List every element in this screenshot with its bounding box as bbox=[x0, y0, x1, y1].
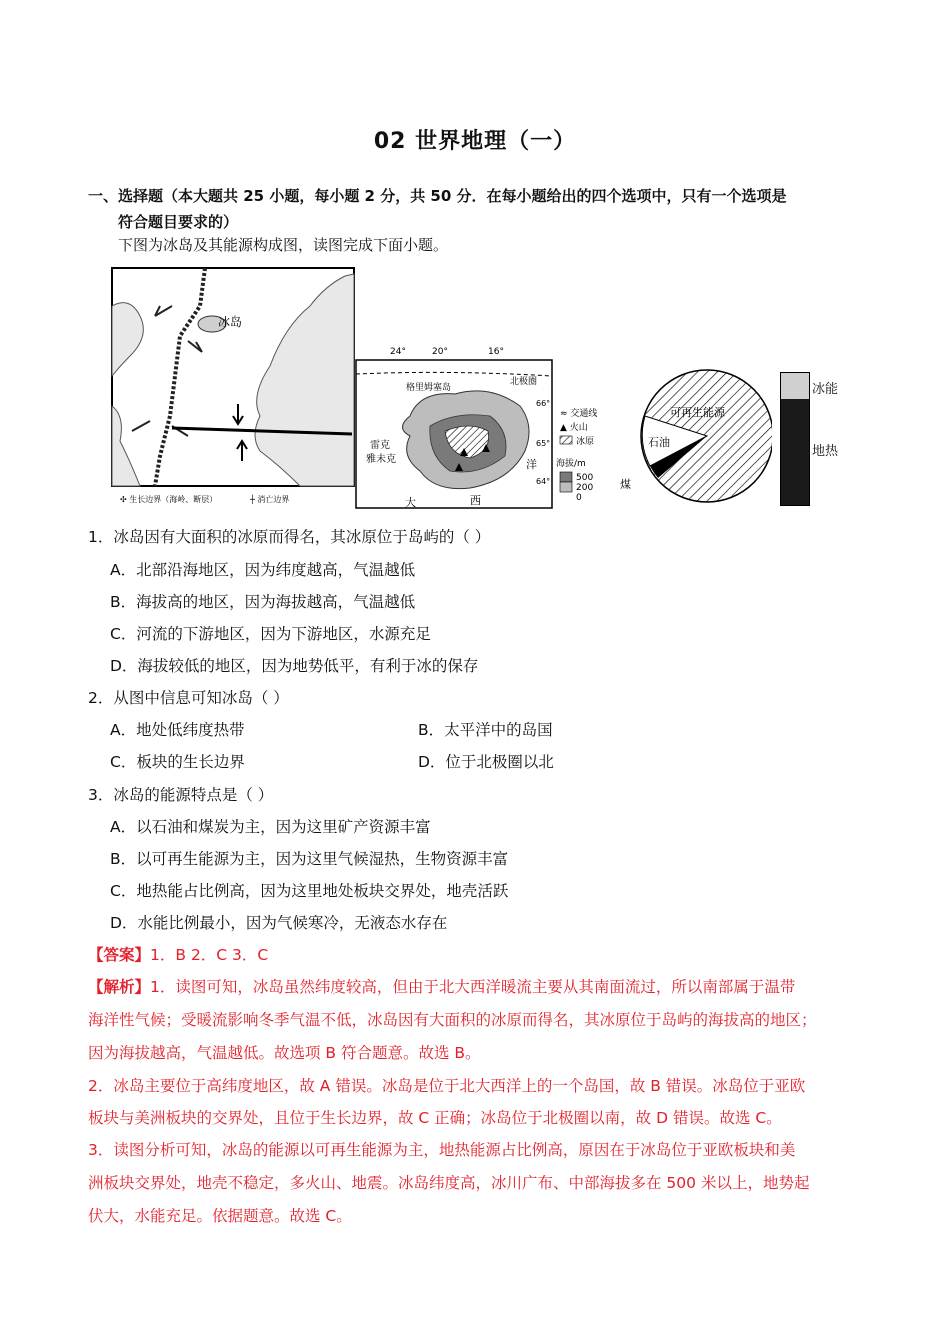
lat-label-65: 65° bbox=[536, 439, 551, 448]
ocean-label-2: 西 bbox=[470, 494, 481, 507]
legend-traffic: ≈ 交通线 bbox=[560, 409, 598, 419]
answer-line bbox=[88, 945, 268, 965]
lon-label-20: 20° bbox=[432, 347, 448, 357]
analysis-line-8: 伏大，水能充足。依据题意。故选 C。 bbox=[88, 1207, 352, 1225]
answer-text: 1．B 2．C 3．C bbox=[150, 946, 269, 964]
iceland-map bbox=[356, 347, 597, 509]
analysis-line-2: 海洋性气候；受暖流影响冬季气温不低，冰岛因有大面积的冰原而得名，其冰原位于岛屿的海拔高的地区； bbox=[88, 1011, 817, 1029]
legend-ice: 冰原 bbox=[576, 437, 595, 447]
section-heading bbox=[88, 183, 878, 235]
section-heading-line1: 一、选择题（本大题共 25 小题，每小题 2 分，共 50 分．在每小题给出的四个选项中，只有一个选项是 bbox=[88, 187, 787, 205]
energy-bar-hydro bbox=[781, 373, 809, 399]
q3-option-b: B．以可再生能源为主，因为这里气候湿热，生物资源丰富 bbox=[110, 850, 509, 868]
legend-subduct-label: ┼ 消亡边界 bbox=[250, 495, 290, 504]
lon-label-16: 16° bbox=[488, 347, 504, 357]
q1-option-a: A．北部沿海地区，因为纬度越高，气温越低 bbox=[110, 561, 416, 579]
coal-label: 煤 bbox=[620, 478, 631, 491]
analysis-line-7: 洲板块交界处，地壳不稳定，多火山、地震。冰岛纬度高，冰川广布、中部海拔多在 500 米以上，地势起 bbox=[88, 1174, 810, 1192]
page-title: 02 世界地理（一） bbox=[373, 129, 577, 154]
grimsey-label: 格里姆塞岛 bbox=[406, 383, 452, 393]
analysis-line-1 bbox=[88, 977, 795, 997]
q1-option-b: B．海拔高的地区，因为海拔越高，气温越低 bbox=[110, 593, 416, 611]
iceland-label: 冰岛 bbox=[218, 315, 243, 329]
answer-label: 【答案】 bbox=[88, 946, 151, 964]
lon-label-24: 24° bbox=[390, 347, 406, 357]
energy-bar bbox=[780, 372, 810, 506]
q3-option-d: D．水能比例最小，因为气候寒冷，无液态水存在 bbox=[110, 914, 448, 932]
iceland-figure-svg bbox=[110, 266, 772, 512]
legend-elev-200-swatch bbox=[560, 482, 572, 492]
section-heading-line2: 符合题目要求的） bbox=[118, 213, 239, 231]
arctic-circle-label: 北极圈 bbox=[510, 377, 538, 387]
q2-option-c: C．板块的生长边界 bbox=[110, 753, 245, 771]
q2-option-d: D．位于北极圈以北 bbox=[418, 753, 554, 771]
plate-map bbox=[112, 268, 354, 504]
geo-label: 地热 bbox=[812, 444, 839, 459]
reykjavik-label-2: 雅未克 bbox=[366, 454, 396, 465]
renewable-label: 可再生能源 bbox=[670, 406, 725, 419]
reykjavik-label-1: 雷克 bbox=[370, 440, 390, 451]
ocean-label-1: 大 bbox=[405, 496, 416, 509]
q1-stem: 1．冰岛因有大面积的冰原而得名，其冰原位于岛屿的（ ） bbox=[88, 528, 491, 546]
figure-intro: 下图为冰岛及其能源构成图，读图完成下面小题。 bbox=[118, 236, 449, 254]
lat-label-64: 64° bbox=[536, 477, 551, 486]
iceland-figure bbox=[110, 266, 772, 512]
energy-chart bbox=[620, 370, 772, 502]
q3-option-a: A．以石油和煤炭为主，因为这里矿产资源丰富 bbox=[110, 818, 431, 836]
q2-option-b: B．太平洋中的岛国 bbox=[418, 721, 553, 739]
legend-elev-500: 500 bbox=[576, 473, 594, 483]
analysis-line-4: 2．冰岛主要位于高纬度地区，故 A 错误。冰岛是位于北大西洋上的一个岛国，故 B 错误。冰岛位于亚欧 bbox=[88, 1077, 806, 1095]
oil-label: 石油 bbox=[648, 436, 670, 449]
legend-growth-label: ✣ 生长边界（海岭、断层） bbox=[120, 495, 218, 504]
q2-stem: 2．从图中信息可知冰岛（ ） bbox=[88, 689, 289, 707]
analysis-label: 【解析】 bbox=[88, 978, 151, 996]
legend-ice-swatch bbox=[560, 436, 572, 444]
legend-elev-title: 海拔/m bbox=[556, 459, 586, 469]
legend-elev-500-swatch bbox=[560, 472, 572, 482]
lat-label-66: 66° bbox=[536, 399, 551, 408]
q3-option-c: C．地热能占比例高，因为这里地处板块交界处，地壳活跃 bbox=[110, 882, 509, 900]
ocean-label-3: 洋 bbox=[526, 458, 537, 471]
analysis-line-3: 因为海拔越高，气温越低。故选项 B 符合题意。故选 B。 bbox=[88, 1044, 481, 1062]
q1-option-c: C．河流的下游地区，因为下游地区，水源充足 bbox=[110, 625, 431, 643]
analysis-text-1: 1．读图可知，冰岛虽然纬度较高，但由于北大西洋暖流主要从其南面流过，所以南部属于温带 bbox=[150, 978, 796, 996]
analysis-line-5: 板块与美洲板块的交界处，且位于生长边界，故 C 正确；冰岛位于北极圈以南，故 D 错误。故选 C。 bbox=[88, 1109, 782, 1127]
q2-option-a: A．地处低纬度热带 bbox=[110, 721, 245, 739]
q1-option-d: D．海拔较低的地区，因为地势低平，有利于冰的保存 bbox=[110, 657, 479, 675]
hydro-label: 冰能 bbox=[812, 382, 839, 397]
legend-elev-0: 0 bbox=[576, 493, 582, 503]
energy-bar-geo bbox=[781, 399, 809, 505]
legend-elev-200: 200 bbox=[576, 483, 594, 493]
analysis-line-6: 3．读图分析可知，冰岛的能源以可再生能源为主，地热能源占比例高，原因在于冰岛位于亚欧板块和美 bbox=[88, 1141, 796, 1159]
legend-volcano: ▲ 火山 bbox=[560, 423, 588, 433]
q3-stem: 3．冰岛的能源特点是（ ） bbox=[88, 786, 274, 804]
